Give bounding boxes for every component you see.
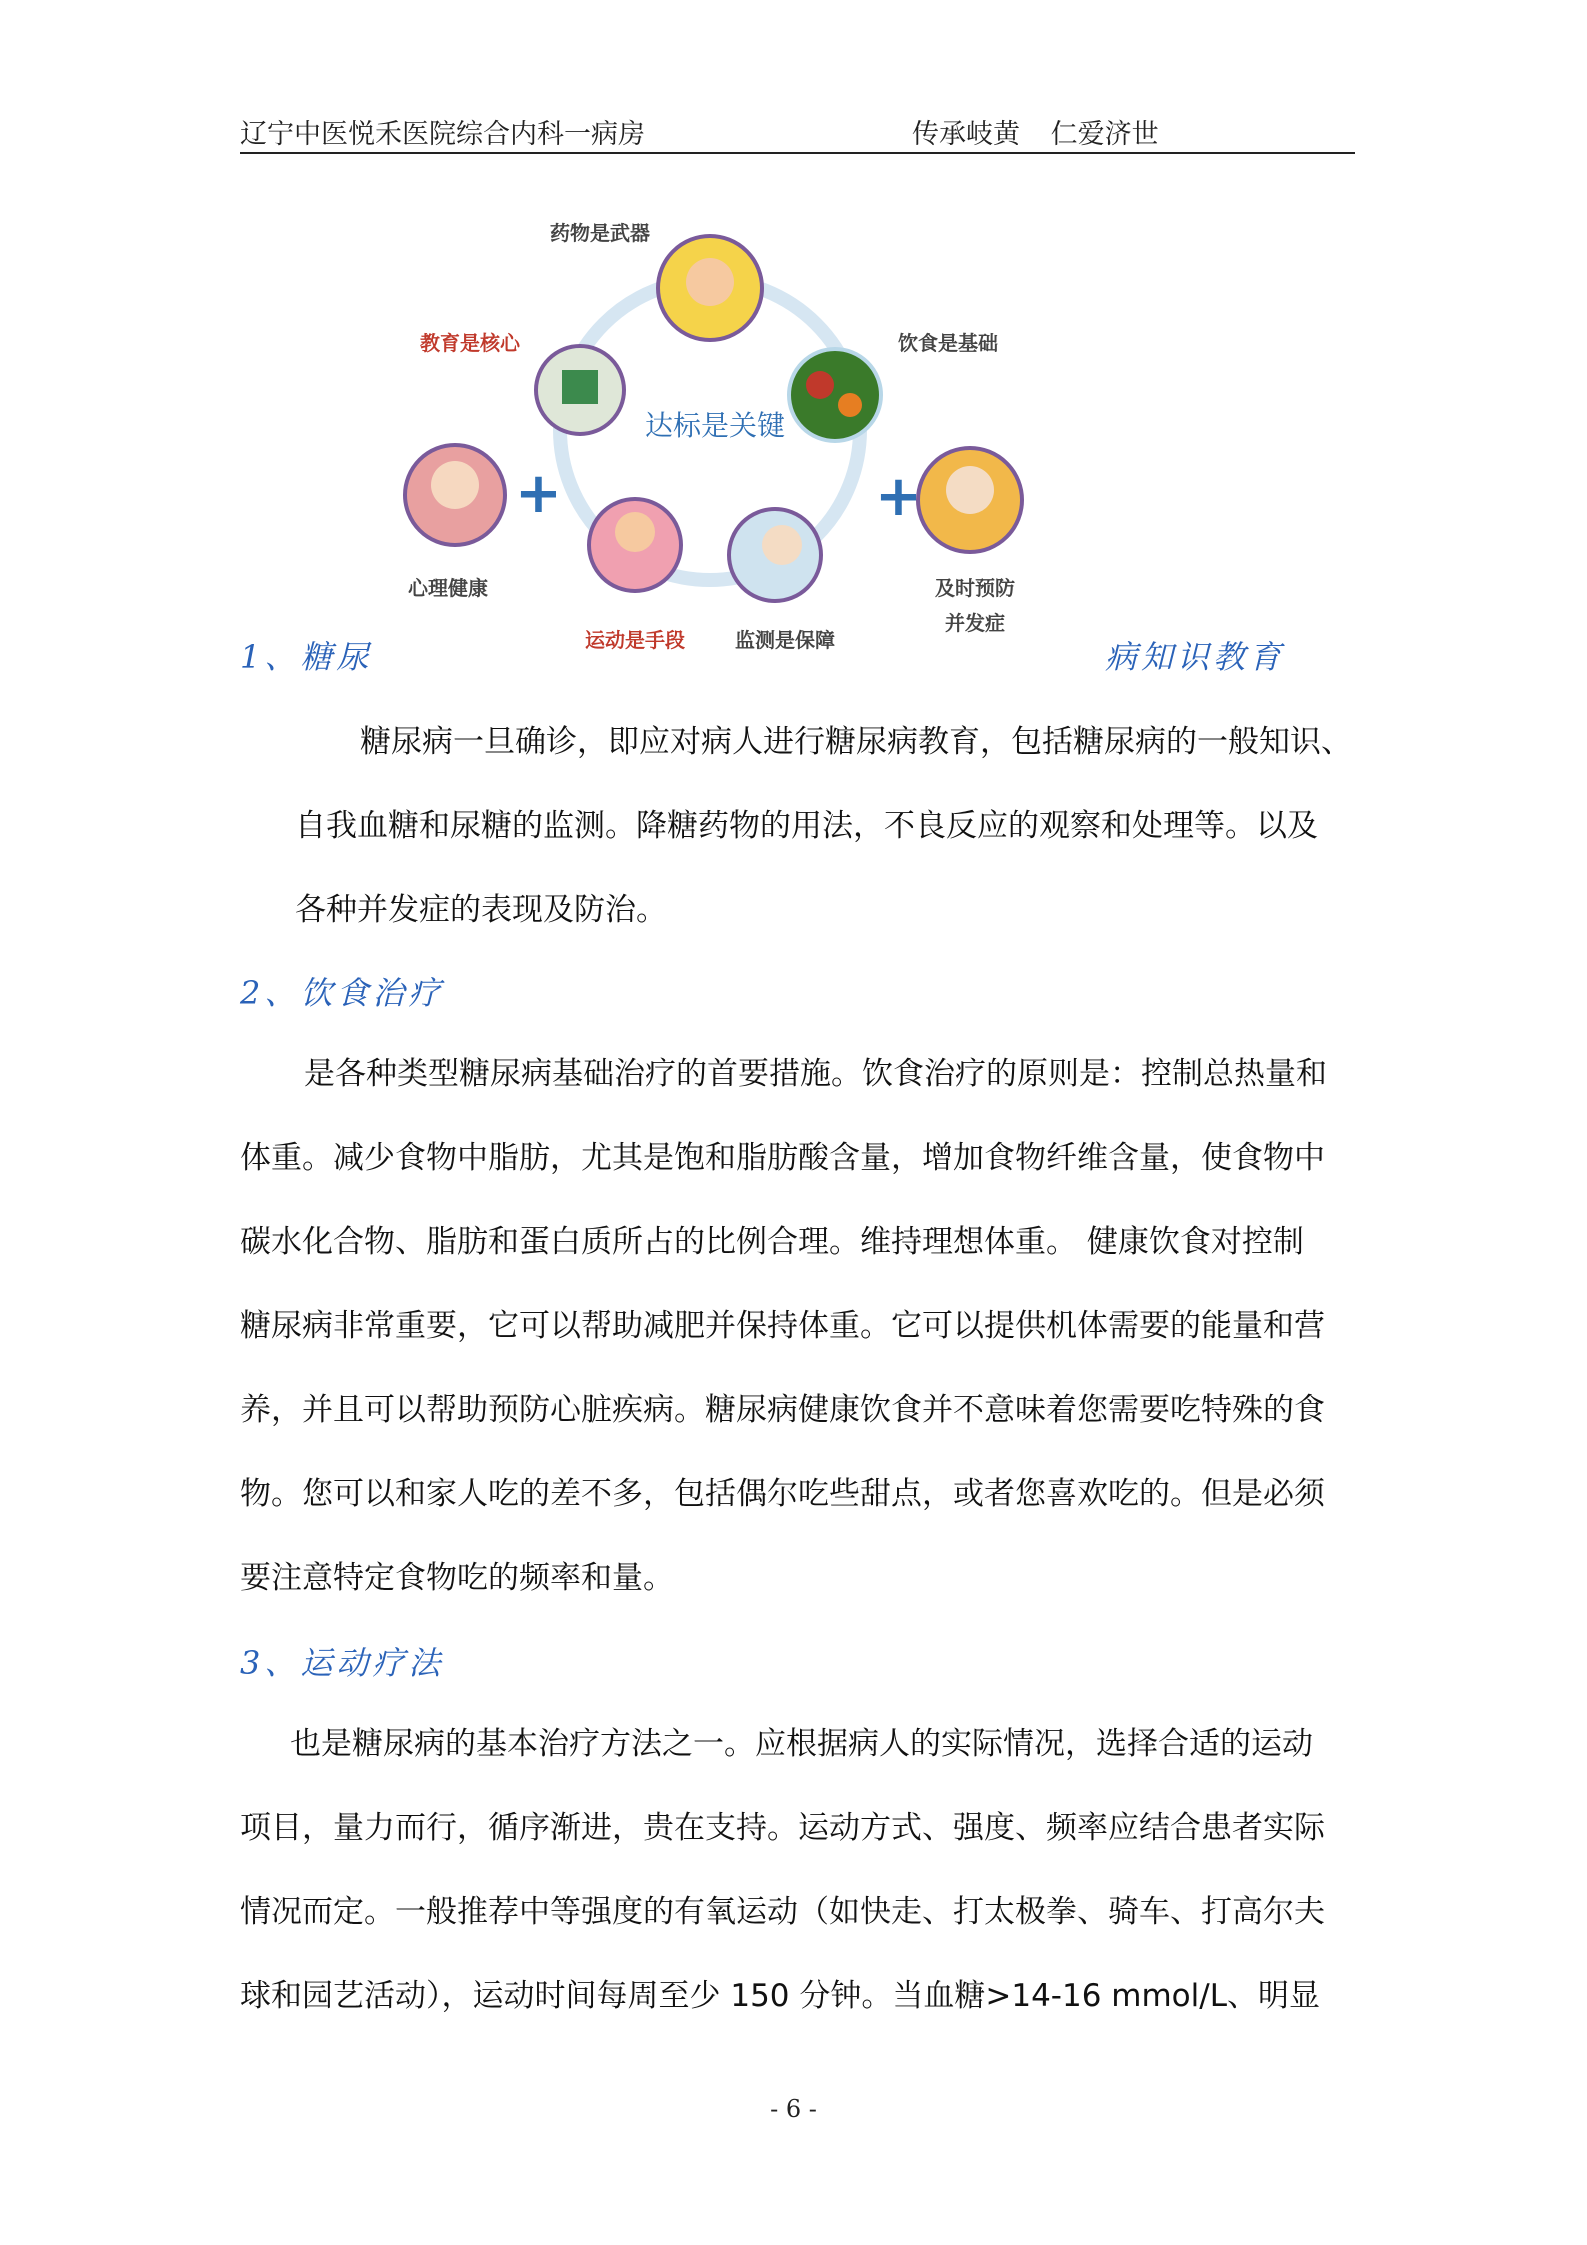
section-3-line-3: 情况而定。一般推荐中等强度的有氧运动（如快走、打太极拳、骑车、打高尔夫: [240, 1894, 1325, 1930]
page-header: [240, 108, 1355, 154]
section-1-heading-left: 1、糖尿: [240, 638, 373, 676]
label-psychology: 心理健康: [408, 576, 488, 600]
section-2-paragraph: [240, 1032, 1355, 1620]
section-2-line-3: 碳水化合物、脂肪和蛋白质所占的比例合理。维持理想体重。 健康饮食对控制: [240, 1224, 1304, 1260]
page-number: - 6 -: [770, 2095, 817, 2123]
plus-icon-right: +: [875, 464, 922, 529]
section-3-line-1: 也是糖尿病的基本治疗方法之一。应根据病人的实际情况，选择合适的运动: [290, 1726, 1313, 1762]
label-exercise: 运动是手段: [585, 628, 685, 650]
header-hospital-name: 辽宁中医悦禾医院综合内科一病房: [240, 119, 645, 150]
diabetes-management-illustration: [380, 210, 1040, 650]
section-2-line-6: 物。您可以和家人吃的差不多，包括偶尔吃些甜点，或者您喜欢吃的。但是必须: [240, 1476, 1325, 1512]
section-1-line-3: 各种并发症的表现及防治。: [295, 892, 667, 928]
section-2-heading: 2、饮食治疗: [240, 974, 445, 1012]
section-2-line-7: 要注意特定食物吃的频率和量。: [240, 1560, 674, 1596]
section-1-heading-right: 病知识教育: [1105, 638, 1286, 676]
section-1-line-1: 糖尿病一旦确诊，即应对病人进行糖尿病教育，包括糖尿病的一般知识、: [360, 724, 1352, 760]
label-prevention: 及时预防: [935, 576, 1015, 600]
section-1-paragraph: [240, 700, 1355, 952]
section-2-line-1: 是各种类型糖尿病基础治疗的首要措施。饮食治疗的原则是：控制总热量和: [304, 1056, 1327, 1092]
label-monitor: 监测是保障: [735, 628, 835, 650]
section-3-line-2: 项目，量力而行，循序渐进，贵在支持。运动方式、强度、频率应结合患者实际: [240, 1810, 1325, 1846]
label-center: 达标是关键: [645, 409, 786, 442]
section-2-line-2: 体重。减少食物中脂肪，尤其是饱和脂肪酸含量，增加食物纤维含量，使食物中: [240, 1140, 1325, 1176]
header-motto: 传承岐黄 仁爱济世: [912, 119, 1159, 150]
label-diet: 饮食是基础: [898, 331, 998, 355]
label-complication: 并发症: [945, 611, 1005, 635]
diet-food-icon: [789, 349, 881, 441]
section-3-paragraph: [240, 1702, 1355, 2038]
label-education: 教育是核心: [420, 331, 520, 355]
section-3-heading: 3、运动疗法: [240, 1644, 445, 1682]
plus-icon-left: +: [515, 461, 562, 526]
label-drug: 药物是武器: [550, 221, 650, 245]
section-2-line-4: 糖尿病非常重要，它可以帮助减肥并保持体重。它可以提供机体需要的能量和营: [240, 1308, 1325, 1344]
section-1-line-2: 自我血糖和尿糖的监测。降糖药物的用法，不良反应的观察和处理等。以及: [295, 808, 1318, 844]
section-2-line-5: 养，并且可以帮助预防心脏疾病。糖尿病健康饮食并不意味着您需要吃特殊的食: [240, 1392, 1325, 1428]
section-3-line-4: 球和园艺活动），运动时间每周至少 150 分钟。当血糖>14-16 mmol/L、明显: [240, 1978, 1320, 2014]
